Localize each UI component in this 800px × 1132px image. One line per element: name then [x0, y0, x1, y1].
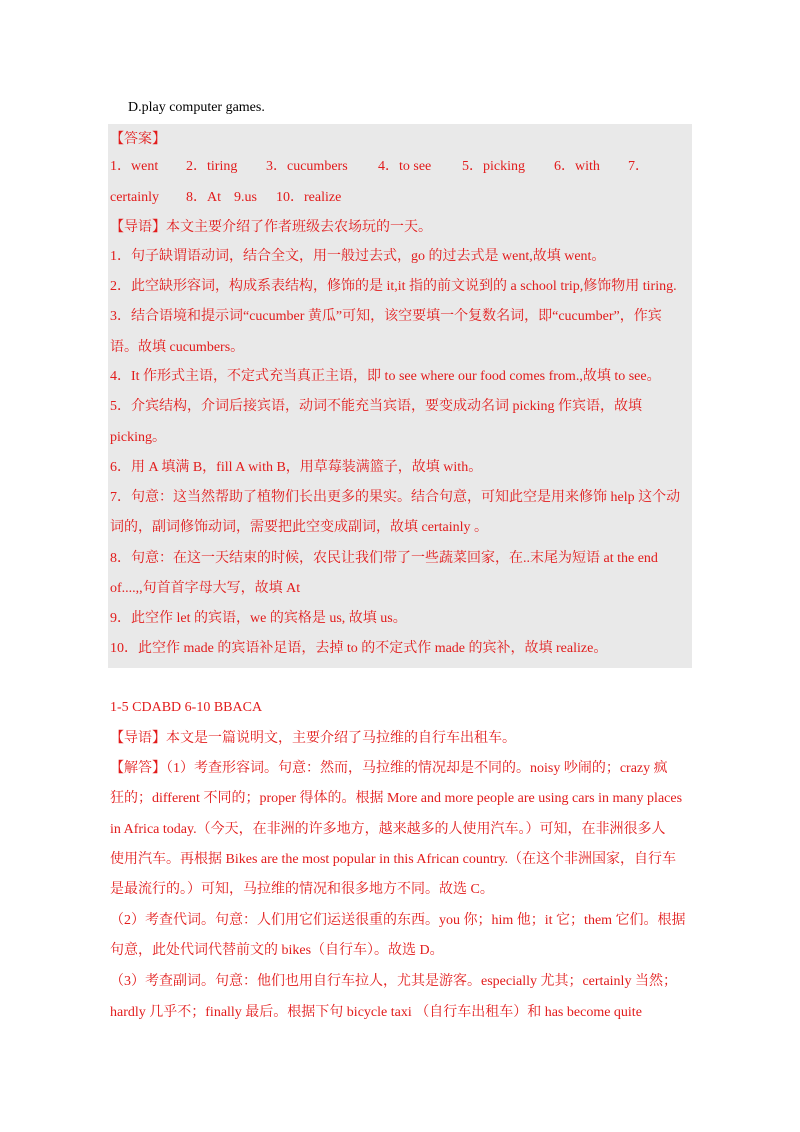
explanation-line-1: 1．句子缺谓语动词，结合全文，用一般过去式，go 的过去式是 went,故填 went。 — [110, 249, 606, 264]
explanation-line-5: 4．It 作形式主语，不定式充当真正主语，即 to see where our food comes from.,故填 to see。 — [110, 369, 661, 384]
explanation-line-2: 2．此空缺形容词，构成系表结构，修饰的是 it,it 指的前文说到的 a school trip,修饰物用 tiring. — [110, 279, 677, 294]
answer-9: 9.us — [234, 190, 257, 205]
answer-7-number: 7． — [628, 159, 649, 174]
explanation-line-4: 语。故填 cucumbers。 — [110, 340, 245, 355]
explanation-line-11: 8．句意：在这一天结束的时候，农民让我们带了一些蔬菜回家，在..末尾为短语 at the end — [110, 551, 658, 566]
explanation-line-12: of....,,句首首字母大写，故填 At — [110, 581, 301, 596]
explanation-line-9: 7．句意：这当然帮助了植物们长出更多的果实。结合句意，可知此空是用来修饰 help 这个动 — [110, 490, 681, 505]
answers-second-passage: 1-5 CDABD 6-10 BBACA — [110, 700, 263, 715]
analysis-line-5: 是最流行的。）可知，马拉维的情况和很多地方不同。故选 C。 — [110, 882, 494, 897]
answer-10: 10．realize — [276, 190, 342, 205]
answer-4: 4．to see — [378, 159, 432, 174]
analysis-line-7: 句意，此处代词代替前文的 bikes（自行车）。故选 D。 — [110, 943, 444, 958]
explanation-line-13: 9．此空作 let 的宾语，we 的宾格是 us, 故填 us。 — [110, 611, 407, 626]
analysis-line-8: （3）考查副词。句意：他们也用自行车拉人，尤其是游客。especially 尤其；certainly 当然； — [110, 974, 677, 989]
explanation-line-3: 3．结合语境和提示词“cucumber 黄瓜”可知，该空要填一个复数名词，即“cucumber”，作宾 — [110, 309, 662, 324]
analysis-line-4: 使用汽车。再根据 Bikes are the most popular in this African country.（在这个非洲国家，自行车 — [110, 852, 677, 867]
answer-7-word: certainly — [110, 190, 159, 205]
answer-6: 6．with — [554, 159, 600, 174]
analysis-line-3: in Africa today.（今天，在非洲的许多地方，越来越多的人使用汽车。）可知，在非洲很多人 — [110, 822, 666, 837]
answer-8: 8．At — [186, 190, 221, 205]
explanation-line-10: 词的，副词修饰动词，需要把此空变成副词，故填 certainly 。 — [110, 520, 488, 535]
answer-2: 2．tiring — [186, 159, 238, 174]
answer-5: 5．picking — [462, 159, 525, 174]
analysis-line-6: （2）考查代词。句意：人们用它们运送很重的东西。you 你；him 他；it 它；them 它们。根据 — [110, 913, 686, 928]
explanation-line-7: picking。 — [110, 430, 166, 445]
answers-row-2 — [110, 188, 341, 208]
explanation-line-14: 10．此空作 made 的宾语补足语，去掉 to 的不定式作 made 的宾补，故填 realize。 — [110, 641, 608, 656]
explanation-line-8: 6．用 A 填满 B，fill A with B，用草莓装满篮子，故填 with。 — [110, 460, 483, 475]
explanation-line-6: 5．介宾结构，介词后接宾语，动词不能充当宾语，要变成动名词 picking 作宾语，故填 — [110, 399, 642, 414]
analysis-line-2: 狂的；different 不同的；proper 得体的。根据 More and more people are using cars in many places — [110, 791, 683, 806]
answer-header: 【答案】 — [110, 132, 166, 147]
answers-row-1 — [110, 157, 649, 177]
analysis-line-9: hardly 几乎不；finally 最后。根据下句 bicycle taxi （自行车出租车）和 has become quite — [110, 1005, 642, 1020]
guide-1: 【导语】本文主要介绍了作者班级去农场玩的一天。 — [110, 220, 432, 235]
option-d-line: D.play computer games. — [128, 100, 265, 115]
guide-2: 【导语】本文是一篇说明文，主要介绍了马拉维的自行车出租车。 — [110, 731, 516, 746]
analysis-line-1: 【解答】（1）考查形容词。句意：然而，马拉维的情况却是不同的。noisy 吵闹的；crazy 疯 — [110, 761, 668, 776]
answer-3: 3．cucumbers — [266, 159, 348, 174]
answer-1: 1．went — [110, 159, 159, 174]
